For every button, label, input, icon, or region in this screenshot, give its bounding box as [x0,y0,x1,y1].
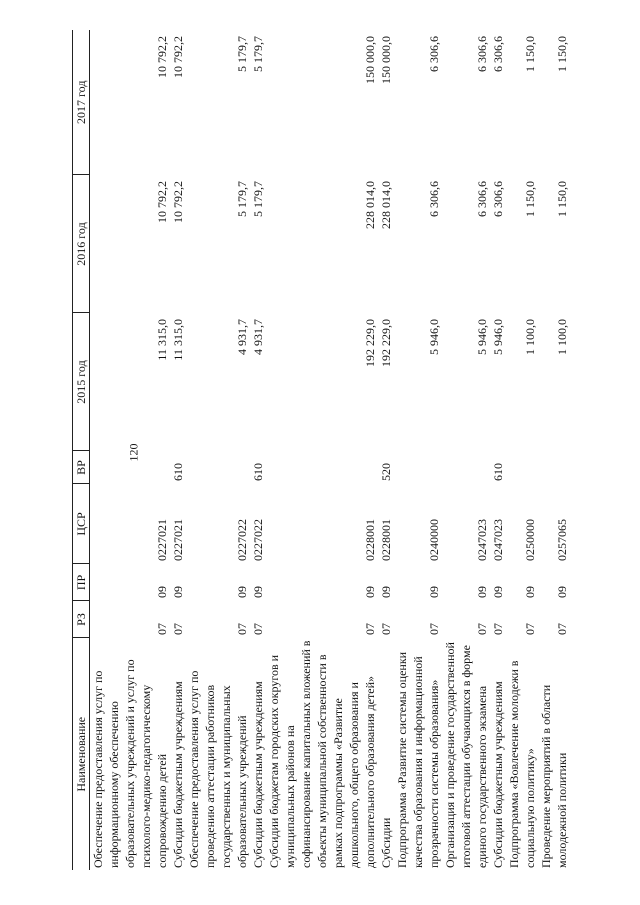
cell-csr [266,484,378,564]
cell-name: Субсидии бюджетам городских округов и муниципальных районов на софинансирование капитальных вложений в объекты муниципальной собственности в рамках подпрограммы «Развитие дошкольного, общего образования и дополнительного образования детей» [267,640,377,868]
cell-y2016 [442,175,490,313]
cell-vr [538,451,570,484]
cell-y2017 [538,30,570,175]
cell-y2016 [490,175,506,313]
cell-value: 0227022 [235,519,249,561]
cell-value: 07 [251,623,265,635]
cell-y2017 [170,30,186,175]
cell-vr [442,451,490,484]
cell-vr [250,451,266,484]
cell-value: 520 [379,463,393,481]
cell-vr [378,451,394,484]
cell-value: 11 315,0 [171,319,185,361]
cell-value: 192 229,0 [363,319,377,367]
cell-name: Субсидии бюджетным учреждениям [491,681,505,868]
table-row [170,30,186,870]
cell-value: 5 179,7 [251,181,265,217]
cell-pr [250,564,266,601]
cell-pr [506,564,538,601]
cell-name: Подпрограмма «Развитие системы оценки качества образования и информационной прозрачности системы образования» [395,651,441,868]
cell-value: 0228001 [379,519,393,561]
table-row [186,30,250,870]
cell-value: 10 792,2 [155,181,169,223]
cell-value: 150 000,0 [363,36,377,84]
cell-value: 5 179,7 [235,36,249,72]
table-row [506,30,538,870]
page-content [72,30,640,870]
cell-y2015 [442,313,490,451]
cell-vr [266,451,378,484]
cell-value: 1 100,0 [523,319,537,355]
cell-pr [186,564,250,601]
cell-csr [442,484,490,564]
cell-value: 07 [155,623,169,635]
table-header-row [73,30,90,870]
table-row [250,30,266,870]
cell-y2017 [266,30,378,175]
cell-value: 09 [555,586,569,598]
column-header-vr: ВР [73,451,90,484]
page-number: 120 [126,443,141,462]
cell-pr [394,564,442,601]
cell-rz [538,601,570,638]
cell-value: 09 [427,586,441,598]
cell-rz [506,601,538,638]
cell-y2017 [506,30,538,175]
cell-value: 1 150,0 [555,181,569,217]
cell-value: 10 792,2 [171,181,185,223]
cell-name: Подпрограмма «Вовлечение молодежи в социальную политику» [507,660,537,868]
cell-csr [506,484,538,564]
cell-y2015 [90,313,171,451]
cell-value: 610 [491,463,505,481]
cell-name: Организация и проведение государственной итоговой аттестации обучающихся в форме единого государственного экзамена [443,642,489,868]
cell-csr [490,484,506,564]
cell-y2015 [490,313,506,451]
column-header-2016: 2016 год [73,175,90,313]
cell-rz [170,601,186,638]
cell-value: 228 014,0 [363,181,377,229]
cell-y2015 [170,313,186,451]
table-row [538,30,570,870]
cell-value: 0247023 [475,519,489,561]
table-row [266,30,378,870]
cell-y2016 [186,175,250,313]
cell-y2017 [250,30,266,175]
cell-y2016 [90,175,171,313]
cell-vr [90,451,171,484]
cell-value: 5 179,7 [251,36,265,72]
cell-y2015 [394,313,442,451]
cell-y2016 [266,175,378,313]
cell-y2016 [378,175,394,313]
cell-value: 09 [235,586,249,598]
cell-value: 0227021 [155,519,169,561]
cell-value: 07 [523,623,537,635]
cell-value: 07 [555,623,569,635]
cell-rz [378,601,394,638]
cell-y2017 [442,30,490,175]
cell-name: Субсидии бюджетным учреждениям [171,681,185,868]
cell-vr [170,451,186,484]
cell-rz [394,601,442,638]
cell-value: 09 [155,586,169,598]
cell-y2015 [250,313,266,451]
budget-table [72,30,570,870]
cell-name: Обеспечение предоставления услуг по информационному обеспечению образовательных учреждений и услуг по психолого-медико-педагогическому сопровождению детей [91,659,169,868]
cell-value: 5 946,0 [427,319,441,355]
cell-value: 07 [379,623,393,635]
column-header-rz: РЗ [73,601,90,638]
cell-csr [250,484,266,564]
table-row [90,30,171,870]
cell-vr [506,451,538,484]
cell-value: 09 [491,586,505,598]
cell-value: 4 931,7 [251,319,265,355]
cell-y2015 [378,313,394,451]
cell-rz [186,601,250,638]
cell-value: 07 [171,623,185,635]
cell-value: 1 150,0 [523,181,537,217]
cell-name: Обеспечение предоставления услуг по проведению аттестации работников государственных и муниципальных образовательных учреждений [187,670,249,868]
cell-y2016 [506,175,538,313]
cell-pr [90,564,171,601]
cell-value: 0250000 [523,519,537,561]
cell-value: 09 [251,586,265,598]
cell-value: 610 [171,463,185,481]
cell-value: 09 [171,586,185,598]
cell-value: 6 306,6 [491,181,505,217]
table-row [378,30,394,870]
cell-pr [442,564,490,601]
cell-value: 0227021 [171,519,185,561]
column-header-pr: ПР [73,564,90,601]
cell-y2016 [538,175,570,313]
column-header-csr: ЦСР [73,484,90,564]
cell-value: 6 306,6 [427,181,441,217]
cell-value: 0240000 [427,519,441,561]
cell-y2016 [250,175,266,313]
rotated-sheet [72,30,640,870]
cell-pr [266,564,378,601]
cell-y2017 [490,30,506,175]
cell-value: 11 315,0 [155,319,169,361]
cell-value: 0257065 [555,519,569,561]
cell-csr [90,484,171,564]
cell-vr [490,451,506,484]
cell-value: 09 [523,586,537,598]
cell-csr [538,484,570,564]
table-body [90,30,571,870]
cell-y2016 [170,175,186,313]
cell-csr [186,484,250,564]
cell-pr [538,564,570,601]
cell-value: 6 306,6 [427,36,441,72]
cell-pr [378,564,394,601]
cell-value: 1 150,0 [555,36,569,72]
column-header-2017: 2017 год [73,30,90,175]
cell-value: 192 229,0 [379,319,393,367]
cell-value: 6 306,6 [475,36,489,72]
cell-value: 150 000,0 [379,36,393,84]
cell-value: 1 100,0 [555,319,569,355]
cell-csr [170,484,186,564]
cell-rz [266,601,378,638]
cell-value: 07 [475,623,489,635]
cell-value: 1 150,0 [523,36,537,72]
cell-value: 228 014,0 [379,181,393,229]
cell-value: 09 [363,586,377,598]
cell-name: Субсидии [379,817,393,868]
cell-value: 6 306,6 [475,181,489,217]
cell-value: 07 [491,623,505,635]
cell-rz [90,601,171,638]
cell-name: Проведение мероприятий в области молодежной политики [539,684,569,868]
cell-y2017 [186,30,250,175]
cell-rz [490,601,506,638]
cell-y2017 [378,30,394,175]
cell-y2015 [186,313,250,451]
cell-y2017 [394,30,442,175]
cell-value: 07 [427,623,441,635]
cell-y2016 [394,175,442,313]
cell-rz [250,601,266,638]
cell-value: 07 [235,623,249,635]
cell-rz [442,601,490,638]
cell-y2015 [538,313,570,451]
cell-value: 10 792,2 [155,36,169,78]
cell-csr [394,484,442,564]
cell-y2015 [266,313,378,451]
cell-csr [378,484,394,564]
cell-pr [170,564,186,601]
cell-value: 6 306,6 [491,36,505,72]
cell-pr [490,564,506,601]
cell-value: 0247023 [491,519,505,561]
cell-value: 09 [475,586,489,598]
column-header-2015: 2015 год [73,313,90,451]
cell-y2017 [90,30,171,175]
cell-value: 0228001 [363,519,377,561]
cell-vr [394,451,442,484]
cell-value: 0227022 [251,519,265,561]
cell-value: 610 [251,463,265,481]
cell-vr [186,451,250,484]
cell-value: 10 792,2 [171,36,185,78]
table-row [490,30,506,870]
cell-value: 5 946,0 [475,319,489,355]
cell-value: 5 946,0 [491,319,505,355]
cell-value: 09 [379,586,393,598]
cell-value: 07 [363,623,377,635]
table-row [442,30,490,870]
cell-name: Субсидии бюджетным учреждениям [251,681,265,868]
column-header-name: Наименование [73,638,90,870]
cell-y2015 [506,313,538,451]
cell-value: 4 931,7 [235,319,249,355]
table-row [394,30,442,870]
cell-value: 5 179,7 [235,181,249,217]
